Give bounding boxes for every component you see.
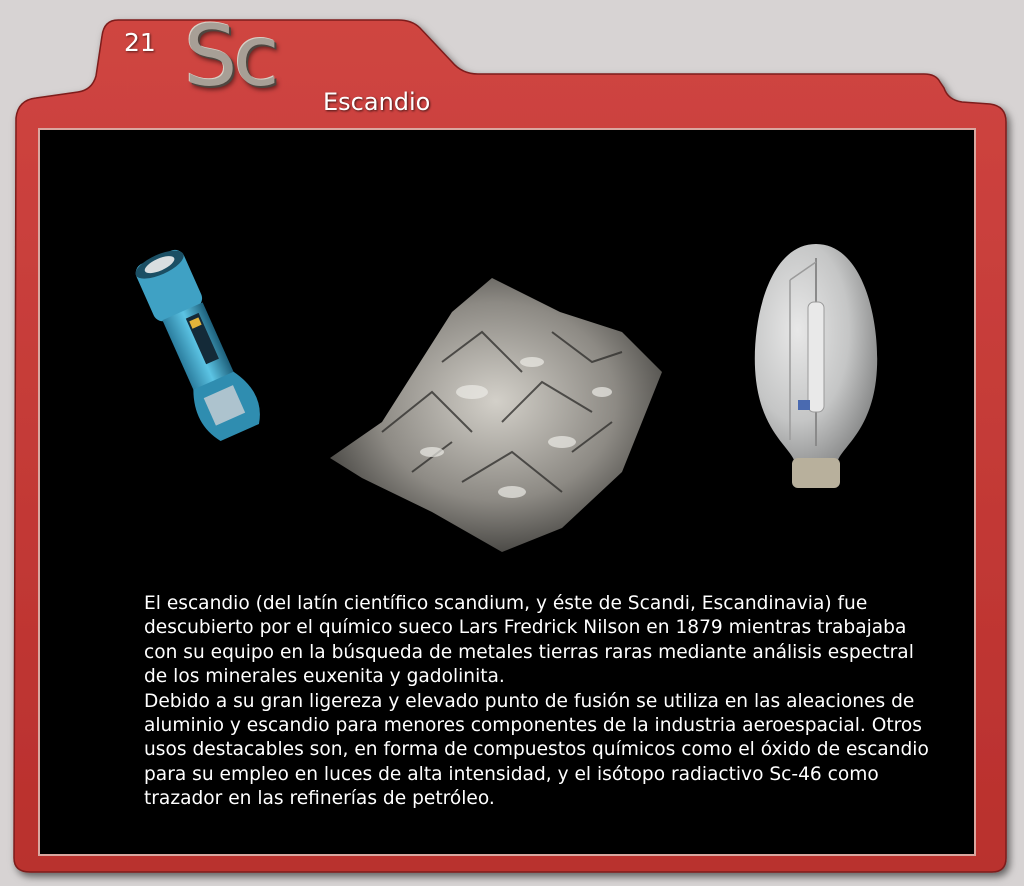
description-text [144,592,934,812]
scandium-mineral-image [322,272,668,556]
element-symbol: Sc [184,7,276,105]
description-paragraph: El escandio (del latín científico scandium, y éste de Scandi, Escandinavia) fue descubierto por el químico sueco Lars Fredrick Nilson en 1879 mientras trabajaba con su equipo en la búsqueda de metales tierras raras mediante análisis espectral de los minerales euxenita y gadolinita. [144,593,914,688]
description-paragraph: Debido a su gran ligereza y elevado punto de fusión se utiliza en las aleaciones de aluminio y escandio para menores componentes de la industria aeroespacial. Otros usos destacables son, en forma de compuestos químicos como el óxido de escandio para su empleo en luces de alta intensidad, y el isótopo radiactivo Sc-46 como trazador en las refinerías de petróleo. [144,690,929,810]
atomic-number: 21 [124,28,156,57]
lamp-bulb-image [748,240,884,494]
flashlight-image [118,246,278,446]
element-name: Escandio [323,88,431,116]
